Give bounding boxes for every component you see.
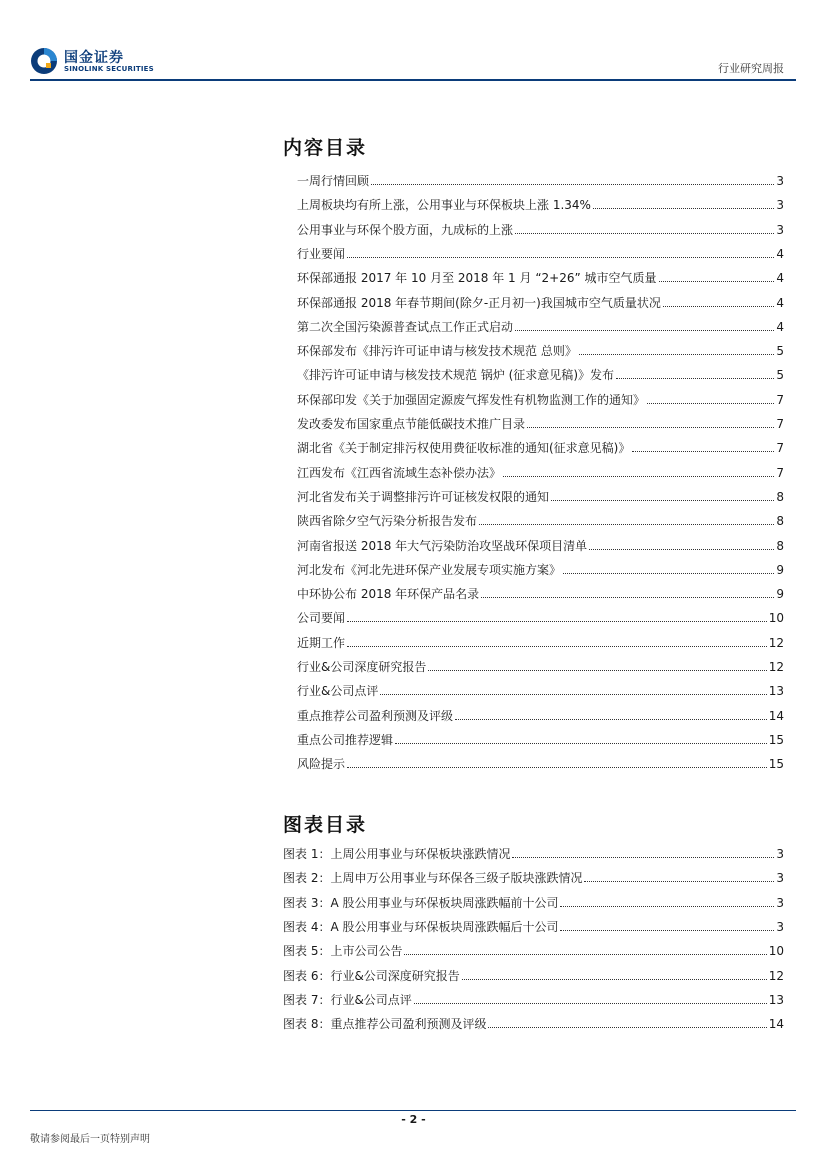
entry-label: 环保部通报 2018 年春节期间(除夕-正月初一)我国城市空气质量状况 — [297, 295, 661, 310]
entry-page-number: 9 — [776, 562, 784, 577]
dot-leader — [515, 330, 774, 331]
entry-page-number: 15 — [768, 757, 784, 772]
toc-entry[interactable] — [297, 559, 784, 577]
toc-entry[interactable] — [297, 413, 784, 431]
entry-label: 图表 3：A 股公用事业与环保板块周涨跌幅前十公司 — [283, 895, 559, 910]
entry-label: 图表 2：上周申万公用事业与环保各三级子版块涨跌情况 — [283, 871, 583, 886]
dot-leader — [347, 767, 767, 768]
entry-page-number: 8 — [776, 538, 784, 553]
toc-title: 内容目录 — [283, 137, 368, 159]
dot-leader — [395, 743, 767, 744]
entry-label: 近期工作 — [297, 635, 346, 650]
entry-page-number: 3 — [776, 871, 784, 886]
toc-entry[interactable] — [297, 680, 784, 698]
entry-label: 河南省报送 2018 年大气污染防治攻坚战环保项目清单 — [297, 538, 588, 553]
toc-entry[interactable] — [297, 486, 784, 504]
entry-label: 环保部通报 2017 年 10 月至 2018 年 1 月 “2+26” 城市空气质量 — [297, 271, 657, 286]
entry-page-number: 10 — [768, 611, 784, 626]
entry-page-number: 3 — [776, 847, 784, 861]
entry-label: 陕西省除夕空气污染分析报告发布 — [297, 514, 478, 529]
toc-entry[interactable] — [297, 292, 784, 310]
entry-label: 中环协公布 2018 年环保产品名录 — [297, 587, 480, 602]
dot-leader — [512, 857, 774, 858]
entry-label: 江西发布《江西省流域生态补偿办法》 — [297, 465, 502, 480]
entry-label: 图表 6：行业&公司深度研究报告 — [283, 968, 460, 983]
logo-mark-icon — [30, 47, 58, 75]
dot-leader — [584, 881, 774, 882]
entry-label: 发改委发布国家重点节能低碳技术推广目录 — [297, 417, 526, 431]
entry-page-number: 13 — [768, 684, 784, 699]
dot-leader — [589, 549, 774, 550]
toc-entry[interactable] — [297, 510, 784, 528]
dot-leader — [515, 233, 774, 234]
dot-leader — [579, 354, 775, 355]
entry-page-number: 14 — [768, 1017, 784, 1032]
entry-page-number: 4 — [776, 271, 784, 286]
toc-entry[interactable] — [297, 632, 784, 650]
toc-entry[interactable] — [297, 243, 784, 261]
entry-label: 图表 1：上周公用事业与环保板块涨跌情况 — [283, 847, 511, 861]
toc-entry[interactable] — [297, 316, 784, 334]
entry-page-number: 3 — [776, 222, 784, 237]
figure-entry[interactable] — [283, 867, 784, 885]
toc-entry[interactable] — [297, 389, 784, 407]
entry-page-number: 5 — [776, 368, 784, 383]
figure-entry[interactable] — [283, 916, 784, 934]
entry-page-number: 8 — [776, 489, 784, 504]
entry-label: 上周板块均有所上涨，公用事业与环保板块上涨 1.34% — [297, 198, 591, 213]
entry-page-number: 4 — [776, 319, 784, 334]
toc-entry[interactable] — [297, 364, 784, 382]
toc-entry[interactable] — [297, 656, 784, 674]
entry-label: 《排污许可证申请与核发技术规范 锅炉 (征求意见稿)》发布 — [297, 368, 614, 383]
entry-label: 图表 8：重点推荐公司盈利预测及评级 — [283, 1017, 487, 1032]
entry-page-number: 3 — [776, 919, 784, 934]
entry-page-number: 7 — [776, 417, 784, 431]
entry-page-number: 12 — [768, 968, 784, 983]
entry-page-number: 9 — [776, 587, 784, 602]
toc-entry[interactable] — [297, 462, 784, 480]
entry-label: 环保部发布《排污许可证申请与核发技术规范 总则》 — [297, 344, 577, 359]
entry-label: 一周行情回顾 — [297, 174, 370, 188]
dot-leader — [371, 184, 774, 185]
entry-label: 公用事业与环保个股方面，九成标的上涨 — [297, 222, 514, 237]
page-number: - 2 - — [401, 1113, 426, 1126]
figure-entry[interactable] — [283, 1013, 784, 1031]
logo-text-en: SINOLINK SECURITIES — [64, 65, 154, 73]
entry-label: 第二次全国污染源普查试点工作正式启动 — [297, 319, 514, 334]
entry-page-number: 3 — [776, 895, 784, 910]
entry-label: 重点公司推荐逻辑 — [297, 732, 394, 747]
page-header — [0, 0, 827, 82]
dot-leader — [647, 403, 774, 404]
dot-leader — [380, 694, 766, 695]
dot-leader — [414, 1003, 767, 1004]
dot-leader — [563, 573, 774, 574]
dot-leader — [404, 954, 766, 955]
figure-entry[interactable] — [283, 965, 784, 983]
dot-leader — [527, 427, 774, 428]
disclaimer-text: 敬请参阅最后一页特别声明 — [30, 1134, 150, 1145]
dot-leader — [347, 646, 767, 647]
dot-leader — [347, 621, 767, 622]
dot-leader — [616, 378, 774, 379]
toc-entry[interactable] — [297, 753, 784, 771]
dot-leader — [551, 500, 774, 501]
entry-label: 行业&公司深度研究报告 — [297, 660, 427, 674]
entry-page-number: 7 — [776, 465, 784, 480]
entry-page-number: 12 — [768, 660, 784, 674]
entry-label: 图表 7：行业&公司点评 — [283, 992, 412, 1007]
toc-entry[interactable] — [297, 340, 784, 358]
toc-entry[interactable] — [297, 583, 784, 601]
toc-entry[interactable] — [297, 729, 784, 747]
logo-text-cn: 国金证券 — [64, 50, 124, 66]
dot-leader — [560, 930, 774, 931]
entry-label: 风险提示 — [297, 757, 346, 772]
toc-entry[interactable] — [297, 170, 784, 188]
dot-leader — [479, 524, 774, 525]
dot-leader — [462, 979, 767, 980]
toc-entry[interactable] — [297, 267, 784, 285]
entry-page-number: 8 — [776, 514, 784, 529]
toc-entry[interactable] — [297, 607, 784, 625]
figure-entry[interactable] — [283, 843, 784, 861]
dot-leader — [560, 906, 774, 907]
entry-page-number: 3 — [776, 174, 784, 188]
entry-page-number: 13 — [768, 992, 784, 1007]
entry-label: 河北发布《河北先进环保产业发展专项实施方案》 — [297, 562, 562, 577]
entry-label: 湖北省《关于制定排污权使用费征收标准的通知(征求意见稿)》 — [297, 441, 631, 456]
footer-divider — [30, 1110, 796, 1111]
dot-leader — [488, 1027, 766, 1028]
entry-page-number: 7 — [776, 441, 784, 456]
entry-page-number: 7 — [776, 392, 784, 407]
dot-leader — [481, 597, 774, 598]
toc-entry[interactable] — [297, 535, 784, 553]
entry-page-number: 15 — [768, 732, 784, 747]
entry-page-number: 5 — [776, 344, 784, 359]
entry-label: 环保部印发《关于加强固定源废气挥发性有机物监测工作的通知》 — [297, 392, 646, 407]
entry-label: 重点推荐公司盈利预测及评级 — [297, 708, 454, 723]
entry-page-number: 4 — [776, 295, 784, 310]
report-type-label: 行业研究周报 — [718, 62, 784, 75]
dot-leader — [632, 451, 774, 452]
dot-leader — [455, 719, 767, 720]
dot-leader — [503, 476, 774, 477]
figures-title: 图表目录 — [283, 814, 368, 836]
entry-page-number: 10 — [768, 944, 784, 959]
entry-label: 行业&公司点评 — [297, 684, 379, 699]
entry-page-number: 12 — [768, 635, 784, 650]
dot-leader — [428, 670, 766, 671]
company-logo — [30, 44, 154, 78]
toc-entry[interactable] — [297, 705, 784, 723]
entry-label: 图表 5：上市公司公告 — [283, 944, 403, 959]
entry-label: 河北省发布关于调整排污许可证核发权限的通知 — [297, 489, 550, 504]
dot-leader — [663, 306, 774, 307]
entry-page-number: 4 — [776, 246, 784, 261]
entry-label: 行业要闻 — [297, 246, 346, 261]
entry-label: 图表 4：A 股公用事业与环保板块周涨跌幅后十公司 — [283, 919, 559, 934]
dot-leader — [347, 257, 774, 258]
figure-entry[interactable] — [283, 940, 784, 958]
dot-leader — [593, 208, 774, 209]
entry-label: 公司要闻 — [297, 611, 346, 626]
header-divider — [30, 79, 796, 81]
figure-entry[interactable] — [283, 989, 784, 1007]
dot-leader — [659, 281, 775, 282]
entry-page-number: 14 — [768, 708, 784, 723]
entry-page-number: 3 — [776, 198, 784, 213]
toc-entry[interactable] — [297, 219, 784, 237]
toc-entry[interactable] — [297, 194, 784, 212]
toc-entry[interactable] — [297, 437, 784, 455]
figure-entry[interactable] — [283, 892, 784, 910]
